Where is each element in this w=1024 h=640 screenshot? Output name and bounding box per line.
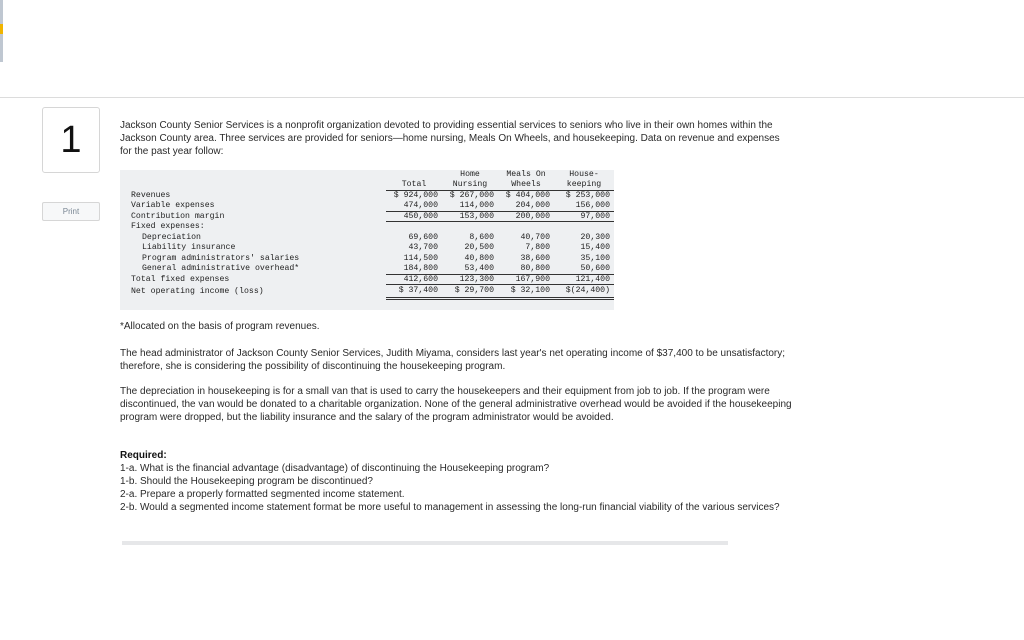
cell-total: 69,600 — [408, 232, 438, 242]
cell-home: 20,500 — [464, 243, 494, 253]
cell-meals: $ 404,000 — [505, 190, 550, 200]
bottom-scroll-bar[interactable] — [122, 541, 728, 545]
table-row-variable-expenses — [120, 201, 614, 212]
cell-total: 450,000 — [386, 211, 442, 222]
paragraph-administrator: The head administrator of Jackson County Senior Services, Judith Miyama, considers last year's net operating income of $37,400 to be unsatisfactory; therefore, she is considering the possibility of discontinuing the housekeeping program. — [120, 348, 786, 372]
cell-house: 97,000 — [554, 211, 614, 222]
table-row-fixed-expenses-heading — [120, 222, 614, 233]
cell-house: $(24,400) — [554, 285, 614, 299]
top-left-highlight — [0, 24, 3, 34]
col-header-meals-2: Wheels — [498, 180, 554, 190]
table-row-liability-insurance — [120, 243, 614, 254]
row-label: Contribution margin — [131, 211, 225, 221]
cell-house: 121,400 — [554, 274, 614, 285]
table-row-net-operating-income — [120, 285, 614, 299]
cell-meals: 200,000 — [498, 211, 554, 222]
cell-total: $ 924,000 — [393, 190, 438, 200]
header-row-1 — [120, 170, 614, 180]
print-button[interactable]: Print — [42, 202, 100, 221]
table-row-depreciation — [120, 232, 614, 243]
cell-home: 153,000 — [442, 211, 498, 222]
table-row-contribution-margin — [120, 211, 614, 222]
col-header-meals-1: Meals On — [506, 170, 546, 180]
cell-meals: 167,900 — [498, 274, 554, 285]
paragraph-depreciation: The depreciation in housekeeping is for a small van that is used to carry the housekeepers and their equipment from job to job. If the program were discontinued, the van would be donated to a charitable organization. None of the general administrative overhead would be avoided if the housekeeping program were dropped, but the liability insurance and the salary of the program administrator would be avoided. — [120, 386, 792, 423]
row-label: Net operating income (loss) — [131, 286, 264, 296]
required-title: Required: — [120, 450, 167, 461]
cell-home: 40,800 — [464, 253, 494, 263]
table-row-total-fixed-expenses — [120, 274, 614, 285]
row-label: Program administrators' salaries — [142, 253, 300, 263]
row-label: Revenues — [131, 190, 171, 200]
cell-meals: $ 32,100 — [498, 285, 554, 299]
required-section — [120, 449, 792, 514]
cell-total: 114,500 — [403, 253, 438, 263]
income-statement-table — [120, 170, 614, 300]
table-row-revenues — [120, 190, 614, 201]
col-header-home-1: Home — [460, 170, 480, 180]
col-header-house-1: House- — [569, 170, 599, 180]
row-label: Liability insurance — [142, 243, 236, 253]
cell-house: 156,000 — [554, 201, 614, 212]
row-label: Depreciation — [142, 232, 201, 242]
question-number: 1 — [42, 107, 100, 173]
table-row-admin-salaries — [120, 253, 614, 264]
cell-house: 50,600 — [554, 264, 614, 275]
cell-total: 412,600 — [386, 274, 442, 285]
cell-home: 8,600 — [469, 232, 494, 242]
cell-meals: 38,600 — [520, 253, 550, 263]
cell-meals: 40,700 — [520, 232, 550, 242]
cell-meals: 204,000 — [498, 201, 554, 212]
top-toolbar-area — [0, 0, 1024, 98]
intro-text: Jackson County Senior Services is a nonprofit organization devoted to providing essential services to seniors who live in their own homes within the Jackson County area. Three services are provided for seniors—home nursing, Meals On Wheels, and housekeeping. Data on revenue and expenses for the past year follow: — [120, 120, 780, 157]
required-item-1a: 1-a. What is the financial advantage (disadvantage) of discontinuing the Housekeeping program? — [120, 463, 550, 474]
cell-home: 53,400 — [442, 264, 498, 275]
cell-total: 474,000 — [386, 201, 442, 212]
cell-total: 184,800 — [386, 264, 442, 275]
cell-meals: 7,800 — [525, 243, 550, 253]
cell-house: $ 253,000 — [565, 190, 610, 200]
cell-house: 15,400 — [580, 243, 610, 253]
col-header-home-2: Nursing — [442, 180, 498, 190]
cell-meals: 80,800 — [498, 264, 554, 275]
cell-house: 35,100 — [580, 253, 610, 263]
row-label: Total fixed expenses — [131, 274, 230, 284]
table-footnote: *Allocated on the basis of program revenues. — [120, 321, 320, 332]
required-item-2b: 2-b. Would a segmented income statement format be more useful to management in assessing the long-run financial viability of the various services? — [120, 502, 780, 513]
cell-home: $ 267,000 — [449, 190, 494, 200]
cell-home: $ 29,700 — [442, 285, 498, 299]
cell-home: 114,000 — [442, 201, 498, 212]
header-divider — [0, 97, 1024, 98]
cell-house: 20,300 — [580, 232, 610, 242]
question-intro — [120, 119, 792, 158]
cell-total: $ 37,400 — [386, 285, 442, 299]
cell-total: 43,700 — [408, 243, 438, 253]
col-header-house-2: keeping — [554, 180, 614, 190]
table-row-general-overhead — [120, 264, 614, 275]
financial-table-panel — [120, 170, 614, 314]
required-item-1b: 1-b. Should the Housekeeping program be discontinued? — [120, 476, 373, 487]
header-row-2 — [120, 180, 614, 190]
row-label: General administrative overhead* — [142, 264, 300, 274]
required-item-2a: 2-a. Prepare a properly formatted segmented income statement. — [120, 489, 405, 500]
col-header-total: Total — [386, 180, 442, 190]
row-label: Fixed expenses: — [131, 222, 205, 232]
row-label: Variable expenses — [131, 201, 215, 211]
cell-home: 123,300 — [442, 274, 498, 285]
